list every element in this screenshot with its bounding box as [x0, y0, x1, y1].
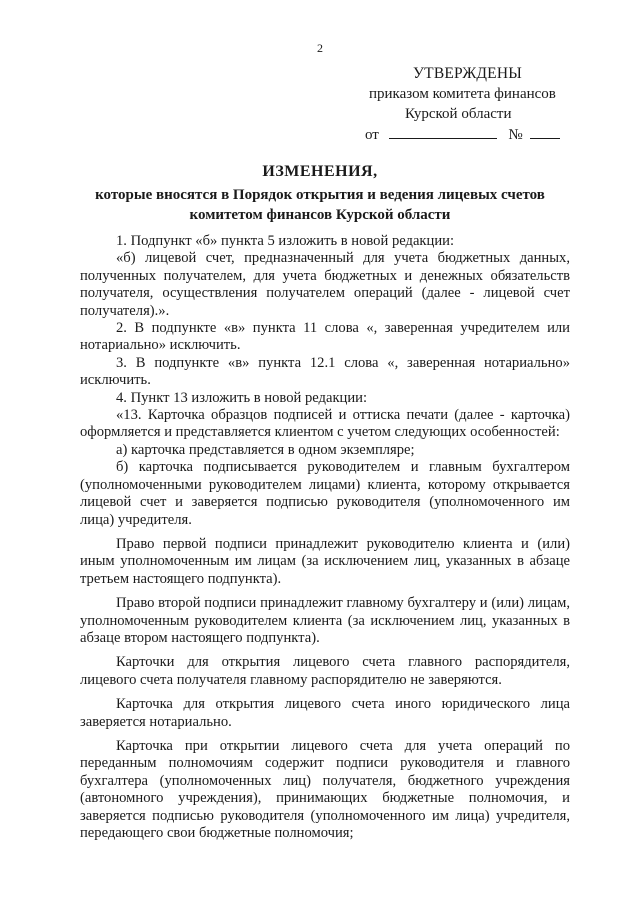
paragraph: 2. В подпункте «в» пункта 11 слова «, заверенная учредителем или нотариально» исключить. [80, 320, 570, 354]
approval-date-line [365, 124, 595, 145]
paragraph: Право первой подписи принадлежит руководителю клиента и (или) иным уполномоченным им лицам (за исключением лиц, указанных в абзаце третьем настоящего подпункта). [80, 535, 570, 587]
approval-date-blank [389, 124, 497, 139]
approval-title: УТВЕРЖДЕНЫ [413, 65, 522, 82]
document-body [80, 233, 570, 842]
paragraph: 4. Пункт 13 изложить в новой редакции: [116, 389, 368, 406]
paragraph: а) карточка представляется в одном экземпляре; [116, 441, 415, 458]
heading-title: ИЗМЕНЕНИЯ, [262, 163, 378, 180]
heading-line-1: которые вносятся в Порядок открытия и ведения лицевых счетов [95, 187, 545, 203]
approval-number-sign: № [508, 127, 523, 143]
paragraph: Карточка при открытии лицевого счета для учета операций по переданным полномочиям содержит подписи руководителя и главного бухгалтера (уполномоченных лиц) получателя, бюджетного учреждения (автономного учреждения), принимающих бюджетные полномочия, и заверяется подписью руководителя (уполномоченного им лица) учредителя, передающего свои бюджетные полномочия; [80, 737, 570, 841]
paragraph: 1. Подпункт «б» пункта 5 изложить в новой редакции: [116, 233, 455, 249]
approval-order-line: приказом комитета финансов [369, 86, 556, 102]
approval-number-blank [530, 124, 560, 139]
paragraph: «13. Карточка образцов подписей и оттиска печати (далее - карточка) оформляется и представляется клиентом с учетом следующих особенностей: [80, 407, 570, 441]
heading-line-2: комитетом финансов Курской области [189, 207, 451, 223]
paragraph: Карточки для открытия лицевого счета главного распорядителя, лицевого счета получателя главному распорядителю не заверяются. [80, 654, 570, 688]
page-number: 2 [317, 41, 323, 55]
paragraph: б) карточка подписывается руководителем и главным бухгалтером (уполномоченными руководителем лицами) клиента, которому открывается лицевой счет и заверяется подписью руководителя (уполномоченного им лица) учредителя. [80, 459, 570, 528]
approval-region-line: Курской области [405, 106, 512, 122]
paragraph: Право второй подписи принадлежит главному бухгалтеру и (или) лицам, уполномоченным руководителем клиента (за исключением лиц, указанных в абзаце втором настоящего подпункта). [80, 595, 570, 646]
paragraph: Карточка для открытия лицевого счета иного юридического лица заверяется нотариально. [80, 696, 570, 730]
approval-date-prefix: от [365, 127, 379, 143]
paragraph: «б) лицевой счет, предназначенный для учета бюджетных данных, полученных получателем, для учета бюджетных и денежных обязательств получателя, осуществления получателем операций (далее - лицевой счет получателя).». [80, 250, 570, 319]
document-heading [60, 162, 580, 225]
approval-block [365, 64, 595, 145]
paragraph: 3. В подпункте «в» пункта 12.1 слова «, заверенная нотариально» исключить. [80, 354, 570, 389]
